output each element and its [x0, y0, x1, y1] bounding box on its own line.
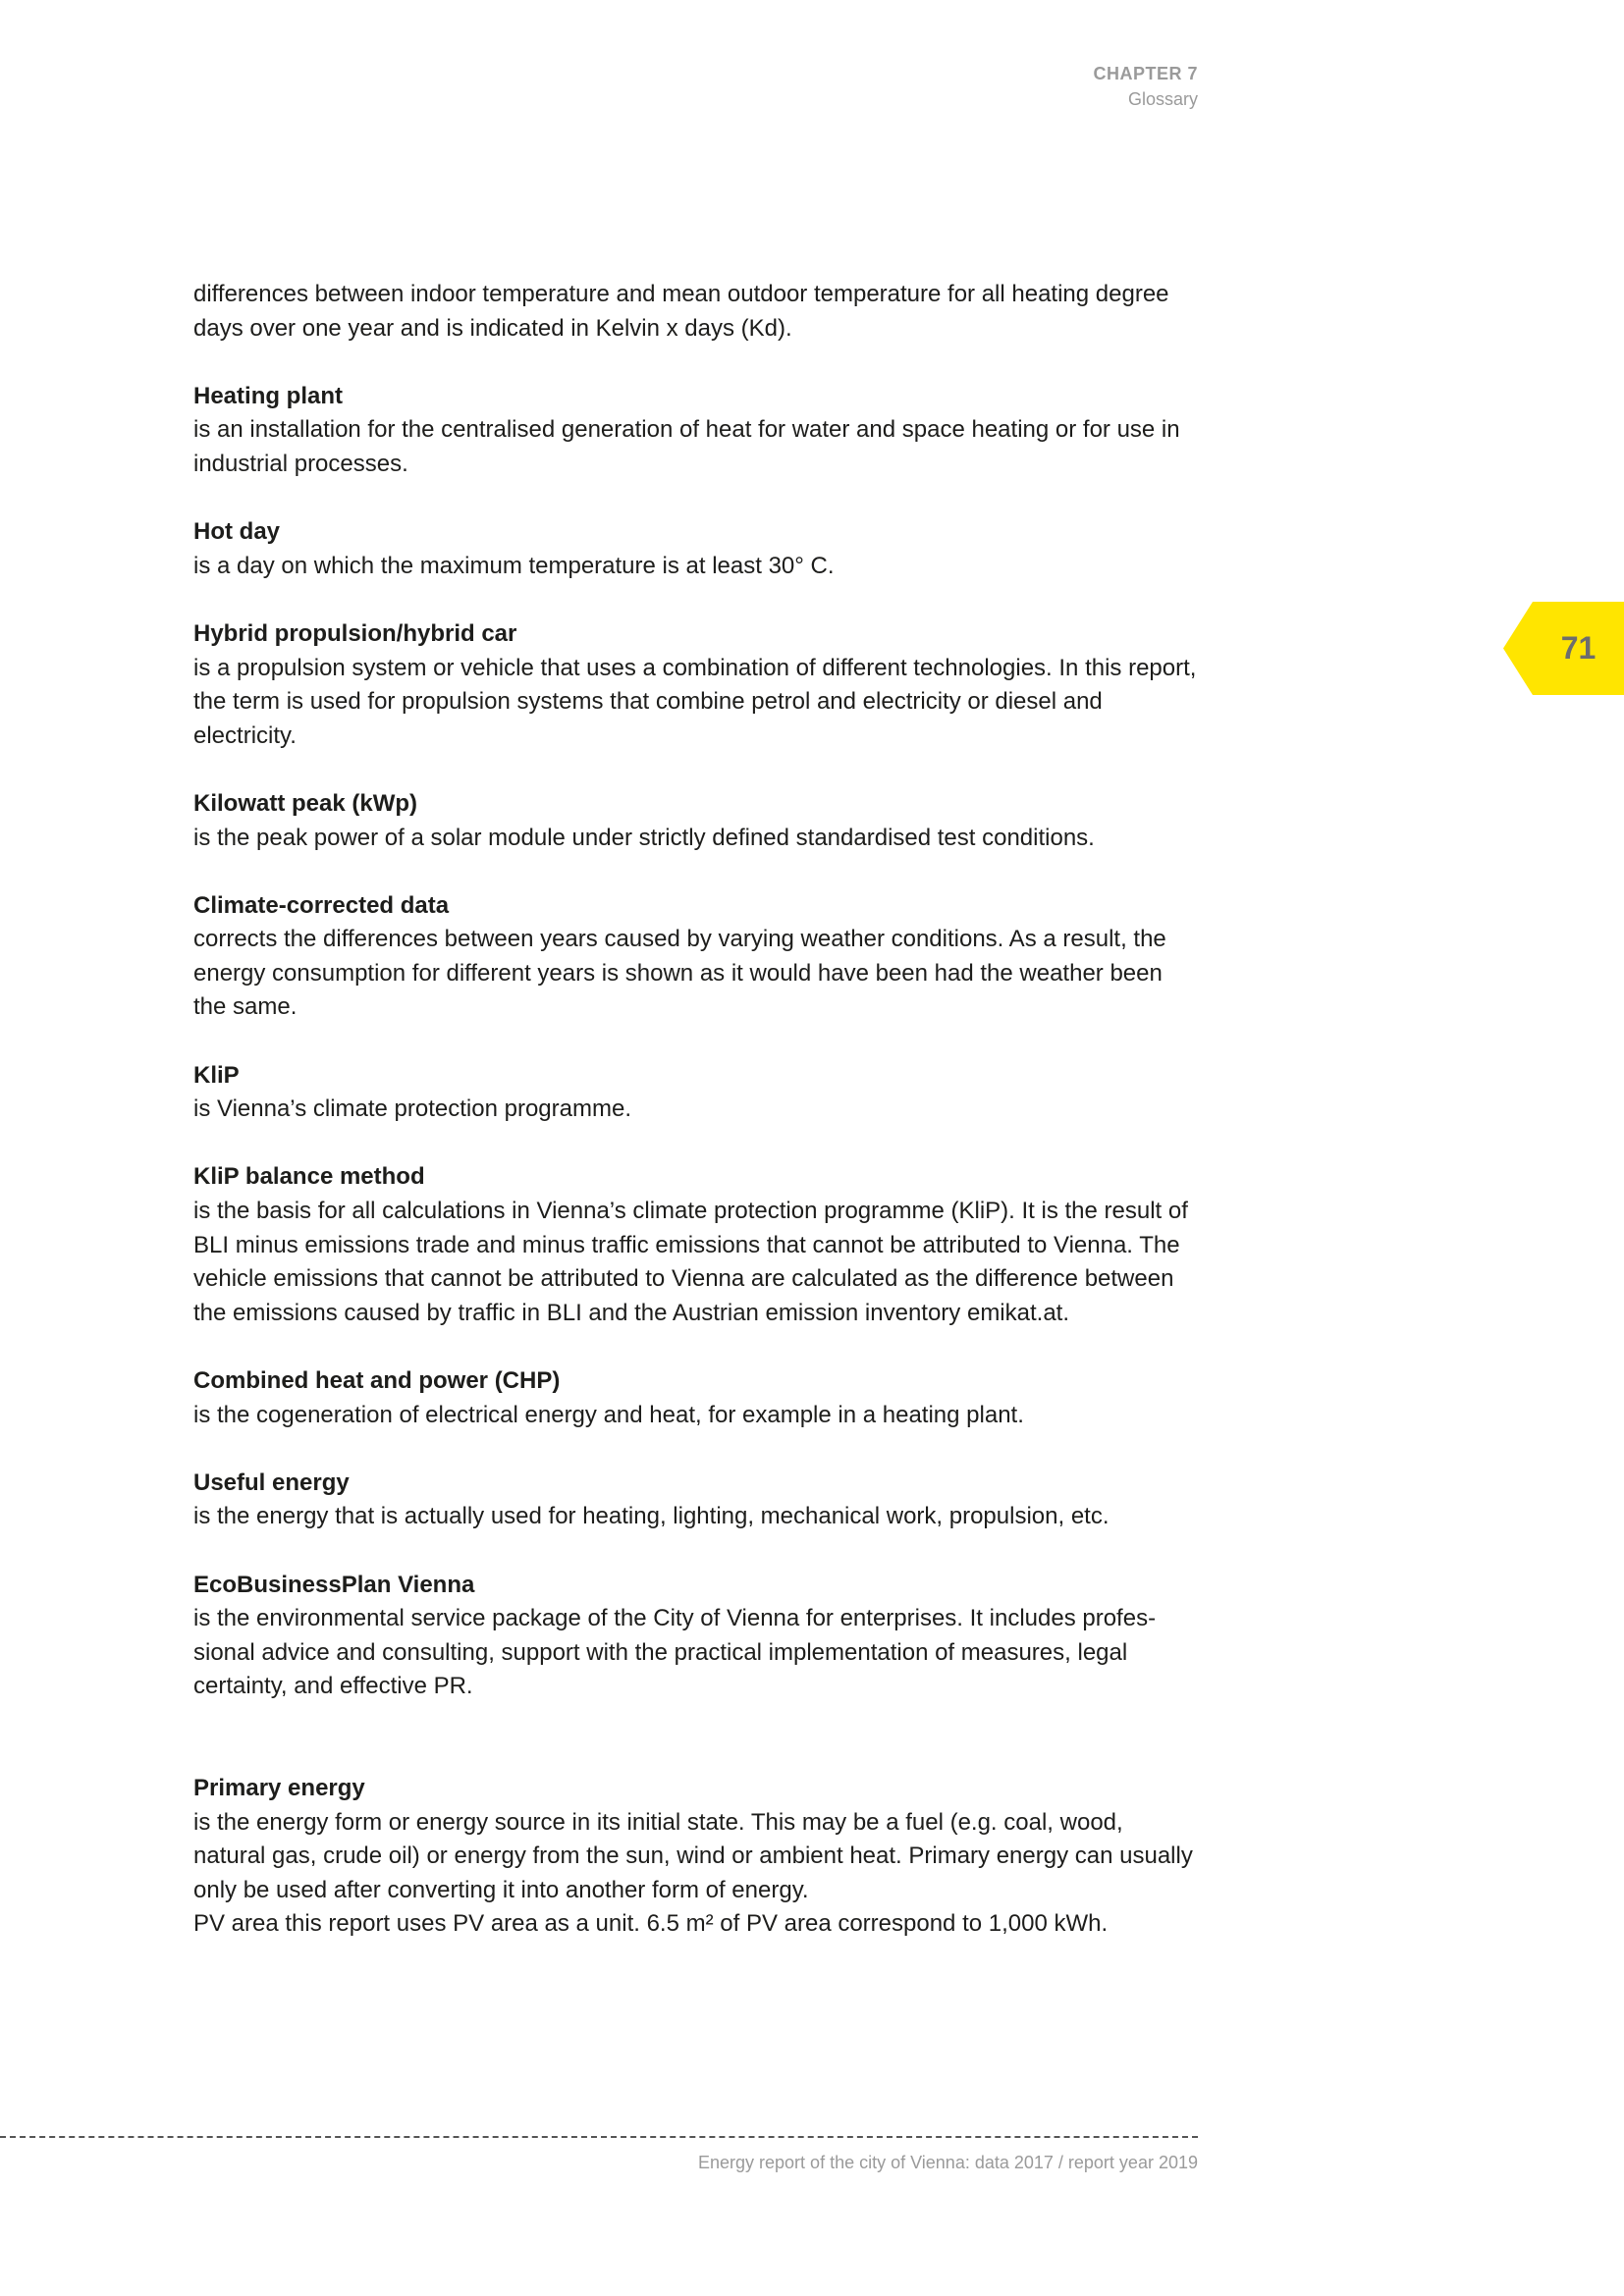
glossary-entry-kilowatt-peak: [193, 787, 1198, 855]
running-head: [1093, 61, 1198, 112]
glossary-entry-klip: [193, 1059, 1198, 1127]
glossary-entry-climate-corrected-data: [193, 889, 1198, 1025]
glossary-definition: is a propulsion system or vehicle that uses a combination of different technologies. In this report, the term is used for propulsion systems that combine petrol and electricity or diesel and electricity.: [193, 654, 1197, 749]
glossary-term: Combined heat and power (CHP): [193, 1367, 561, 1394]
glossary-definition: is Vienna’s climate protection programme.: [193, 1095, 631, 1123]
glossary-term: Hot day: [193, 518, 281, 546]
glossary-entry-klip-balance-method: [193, 1160, 1198, 1330]
footer-divider: [0, 2136, 1198, 2138]
glossary-term: Climate-corrected data: [193, 891, 450, 919]
glossary-entry-combined-heat-and-power: [193, 1364, 1198, 1432]
glossary-entry-hybrid-propulsion: [193, 617, 1198, 753]
glossary-entry-ecobusinessplan-vienna: [193, 1569, 1198, 1704]
chapter-label: CHAPTER 7: [1093, 64, 1198, 83]
glossary-definition: is the basis for all calculations in Vienna’s climate protection programme (KliP). It is the result of BLI minus emissions trade and minus traffic emissions that cannot be attributed to Vienna. The vehicle emissions that cannot be attributed to Vienna are calculated as the difference between the emissions caused by traffic in BLI and the Austrian emission inventory emikat.at.: [193, 1198, 1188, 1326]
glossary-term: EcoBusinessPlan Vienna: [193, 1571, 475, 1598]
glossary-entry-hot-day: [193, 515, 1198, 583]
glossary-definition: corrects the differences between years caused by varying weather conditions. As a result, the energy consumption for different years is shown as it would have been had the weather been the same.: [193, 926, 1166, 1021]
glossary-definition: is the energy form or energy source in its initial state. This may be a fuel (e.g. coal, wood, natural gas, crude oil) or energy from the sun, wind or ambient heat. Primary energy can usually only be used after converting it into another form of energy.: [193, 1808, 1193, 1903]
glossary-entry-primary-energy: [193, 1772, 1198, 1942]
glossary-term: Useful energy: [193, 1468, 350, 1496]
footer-text: Energy report of the city of Vienna: data 2017 / report year 2019: [698, 2153, 1198, 2172]
glossary-term: KliP balance method: [193, 1163, 425, 1191]
glossary-intro-text: differences between indoor temperature and mean outdoor temperature for all heating degree days over one year and is indicated in Kelvin x days (Kd).: [193, 281, 1169, 342]
glossary-definition: is an installation for the centralised generation of heat for water and space heating or for use in industrial processes.: [193, 416, 1180, 477]
page-number: 71: [1560, 630, 1597, 666]
page-number-tab: [1503, 602, 1624, 695]
glossary-term: KliP: [193, 1061, 240, 1089]
glossary-entry-useful-energy: [193, 1467, 1198, 1534]
glossary-content: [193, 278, 1198, 1942]
glossary-term: Kilowatt peak (kWp): [193, 789, 418, 817]
glossary-entry-heating-plant: [193, 380, 1198, 482]
glossary-definition: is a day on which the maximum temperature is at least 30° C.: [193, 552, 835, 579]
glossary-definition: is the peak power of a solar module under strictly defined standardised test conditions.: [193, 824, 1095, 851]
glossary-term: Hybrid propulsion/hybrid car: [193, 619, 517, 647]
glossary-definition: is the environmental service package of the City of Vienna for enterprises. It includes profes-sional advice and consulting, support with the practical implementation of measures, legal certainty, and effective PR.: [193, 1605, 1157, 1700]
glossary-definition-extra: PV area this report uses PV area as a unit. 6.5 m² of PV area correspond to 1,000 kWh.: [193, 1910, 1109, 1938]
section-label: Glossary: [1127, 89, 1198, 109]
glossary-definition: is the energy that is actually used for heating, lighting, mechanical work, propulsion, etc.: [193, 1503, 1110, 1530]
glossary-term: Primary energy: [193, 1774, 365, 1801]
glossary-definition: is the cogeneration of electrical energy and heat, for example in a heating plant.: [193, 1401, 1024, 1428]
glossary-term: Heating plant: [193, 382, 344, 409]
